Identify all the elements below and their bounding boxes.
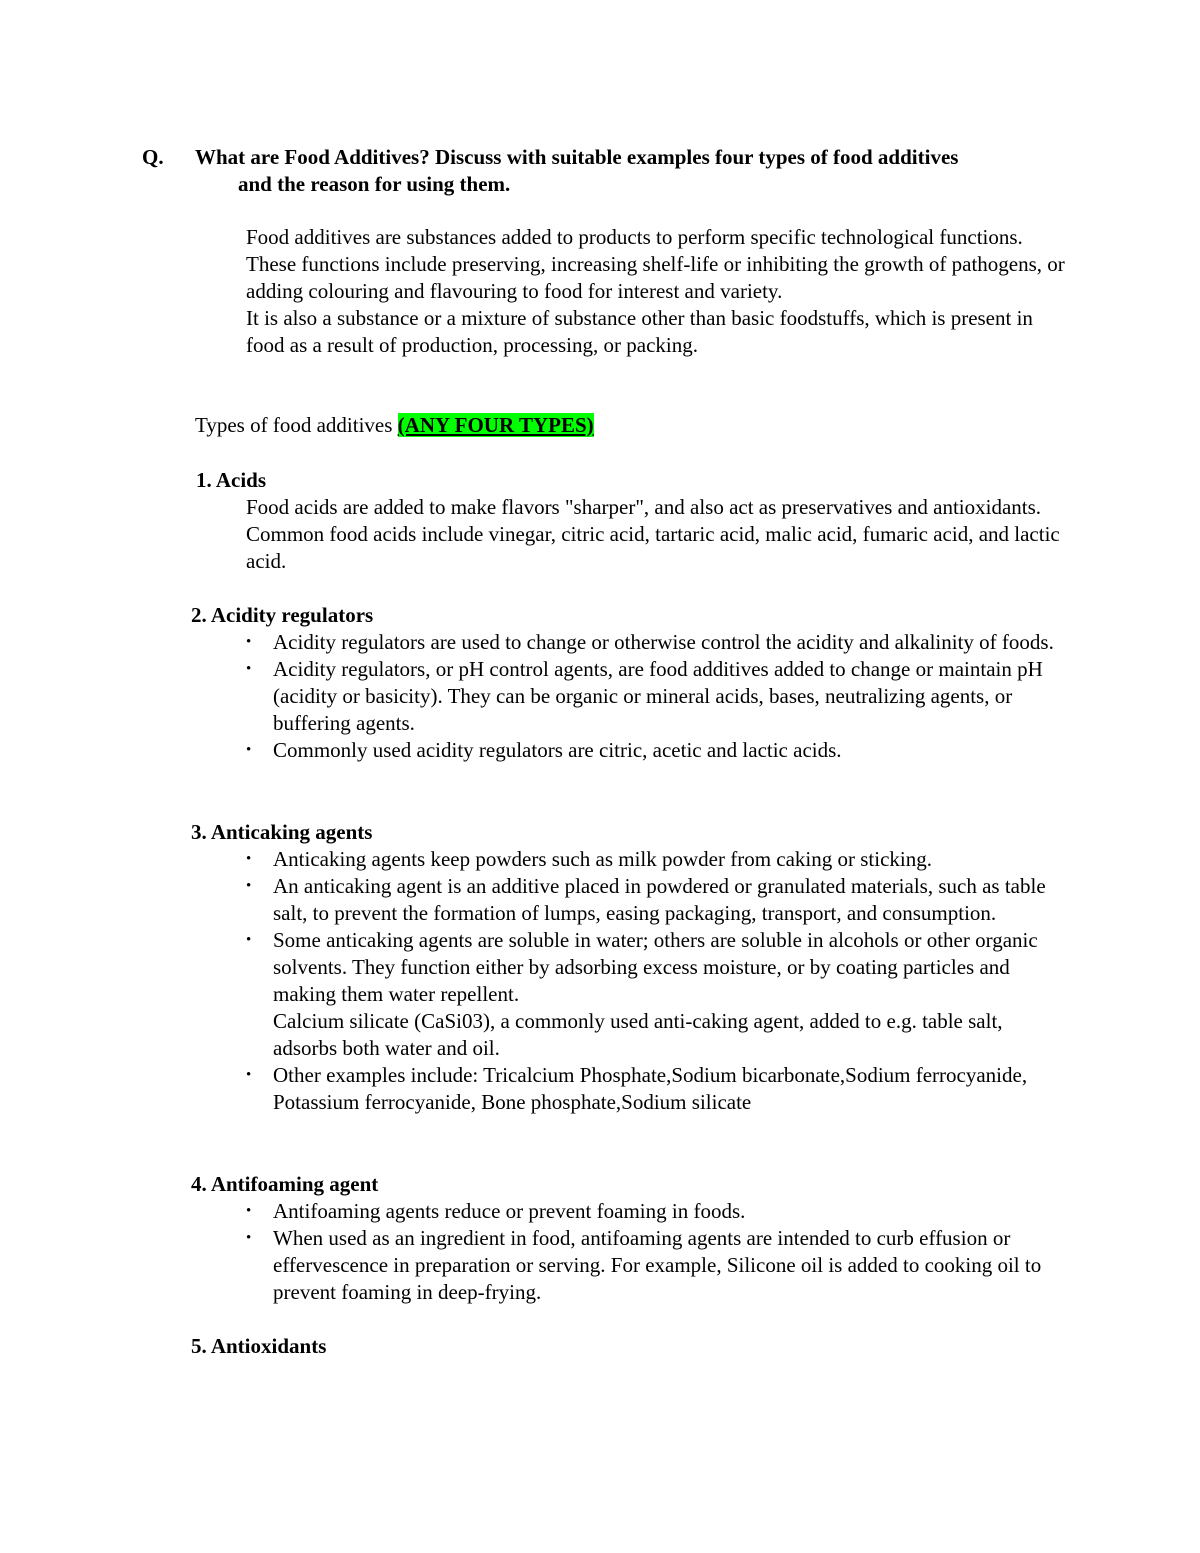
types-line <box>195 412 995 439</box>
anticaking-extra-wrapper <box>242 1008 1071 1062</box>
list-item-text: Anticaking agents keep powders such as milk powder from caking or sticking. <box>273 847 933 871</box>
list-item-text: Commonly used acidity regulators are citric, acetic and lactic acids. <box>273 738 842 762</box>
intro-paragraph-1: Food additives are substances added to products to perform specific technological functions. These functions include preserving, increasing shelf-life or inhibiting the growth of pathogens, or adding colouring and flavouring to food for interest and variety. <box>246 225 1065 303</box>
section-acids <box>191 467 1071 575</box>
list-item <box>242 873 1071 927</box>
section-heading-acids: 1. Acids <box>196 468 267 492</box>
types-highlight: (ANY FOUR TYPES) <box>397 413 594 437</box>
list-item-text: Acidity regulators, or pH control agents, are food additives added to change or maintain pH (acidity or basicity). They can be organic or mineral acids, bases, neutralizing agents, or buffering agents. <box>273 657 1043 735</box>
list-item-text: An anticaking agent is an additive placed in powdered or granulated materials, such as table salt, to prevent the formation of lumps, easing packaging, transport, and consumption. <box>273 874 1046 925</box>
list-item-text: Other examples include: Tricalcium Phosphate,Sodium bicarbonate,Sodium ferrocyanide, Potassium ferrocyanide, Bone phosphate,Sodium silicate <box>273 1063 1028 1114</box>
question-line-1: What are Food Additives? Discuss with suitable examples four types of food additives <box>195 145 959 169</box>
section-heading-antifoaming: 4. Antifoaming agent <box>191 1172 379 1196</box>
section-heading-acidity-regulators: 2. Acidity regulators <box>191 603 374 627</box>
bullet-icon: • <box>246 661 252 677</box>
section-antioxidants <box>191 1333 1071 1360</box>
list-item-text: Some anticaking agents are soluble in water; others are soluble in alcohols or other organic solvents. They function either by adsorbing excess moisture, or by coating particles and making them water repellent. <box>273 928 1038 1006</box>
list-item <box>242 927 1071 1008</box>
question-label: Q. <box>142 145 164 169</box>
bullet-icon: • <box>246 932 252 948</box>
bullet-icon: • <box>246 1203 252 1219</box>
bullet-icon: • <box>246 1230 252 1246</box>
list-item-text: Acidity regulators are used to change or otherwise control the acidity and alkalinity of foods. <box>273 630 1054 654</box>
anticaking-extra-paragraph: Calcium silicate (CaSi03), a commonly used anti-caking agent, added to e.g. table salt, adsorbs both water and oil. <box>273 1009 1003 1060</box>
bullet-icon: • <box>246 851 252 867</box>
intro-block <box>246 224 1066 359</box>
list-item <box>242 737 1071 764</box>
list-item-text: Antifoaming agents reduce or prevent foaming in foods. <box>273 1199 746 1223</box>
types-prefix: Types of food additives <box>195 413 398 437</box>
section-anticaking <box>191 819 1071 1116</box>
section-body-acids: Food acids are added to make flavors "sharper", and also act as preservatives and antioxidants. Common food acids include vinegar, citric acid, tartaric acid, malic acid, fumaric acid, and lactic acid. <box>246 495 1060 573</box>
list-item <box>242 656 1071 737</box>
bullet-icon: • <box>246 1067 252 1083</box>
antifoaming-list <box>242 1198 1071 1306</box>
section-heading-anticaking: 3. Anticaking agents <box>191 820 373 844</box>
section-antifoaming <box>191 1171 1071 1306</box>
intro-paragraph-2: It is also a substance or a mixture of substance other than basic foodstuffs, which is present in food as a result of production, processing, or packing. <box>246 306 1033 357</box>
list-item <box>242 1198 1071 1225</box>
question-line-2: and the reason for using them. <box>238 172 511 196</box>
acidity-regulators-list <box>242 629 1071 764</box>
question-block <box>142 144 1082 198</box>
bullet-icon: • <box>246 878 252 894</box>
list-item-text: When used as an ingredient in food, antifoaming agents are intended to curb effusion or effervescence in preparation or serving. For example, Silicone oil is added to cooking oil to prevent foaming in deep-frying. <box>273 1226 1042 1304</box>
list-item <box>242 629 1071 656</box>
section-acidity-regulators <box>191 602 1071 764</box>
anticaking-list <box>242 846 1071 1008</box>
section-heading-antioxidants: 5. Antioxidants <box>191 1334 327 1358</box>
bullet-icon: • <box>246 742 252 758</box>
list-item <box>242 1062 1071 1116</box>
list-item <box>242 846 1071 873</box>
anticaking-list-continued <box>242 1062 1071 1116</box>
bullet-icon: • <box>246 634 252 650</box>
list-item <box>242 1225 1071 1306</box>
